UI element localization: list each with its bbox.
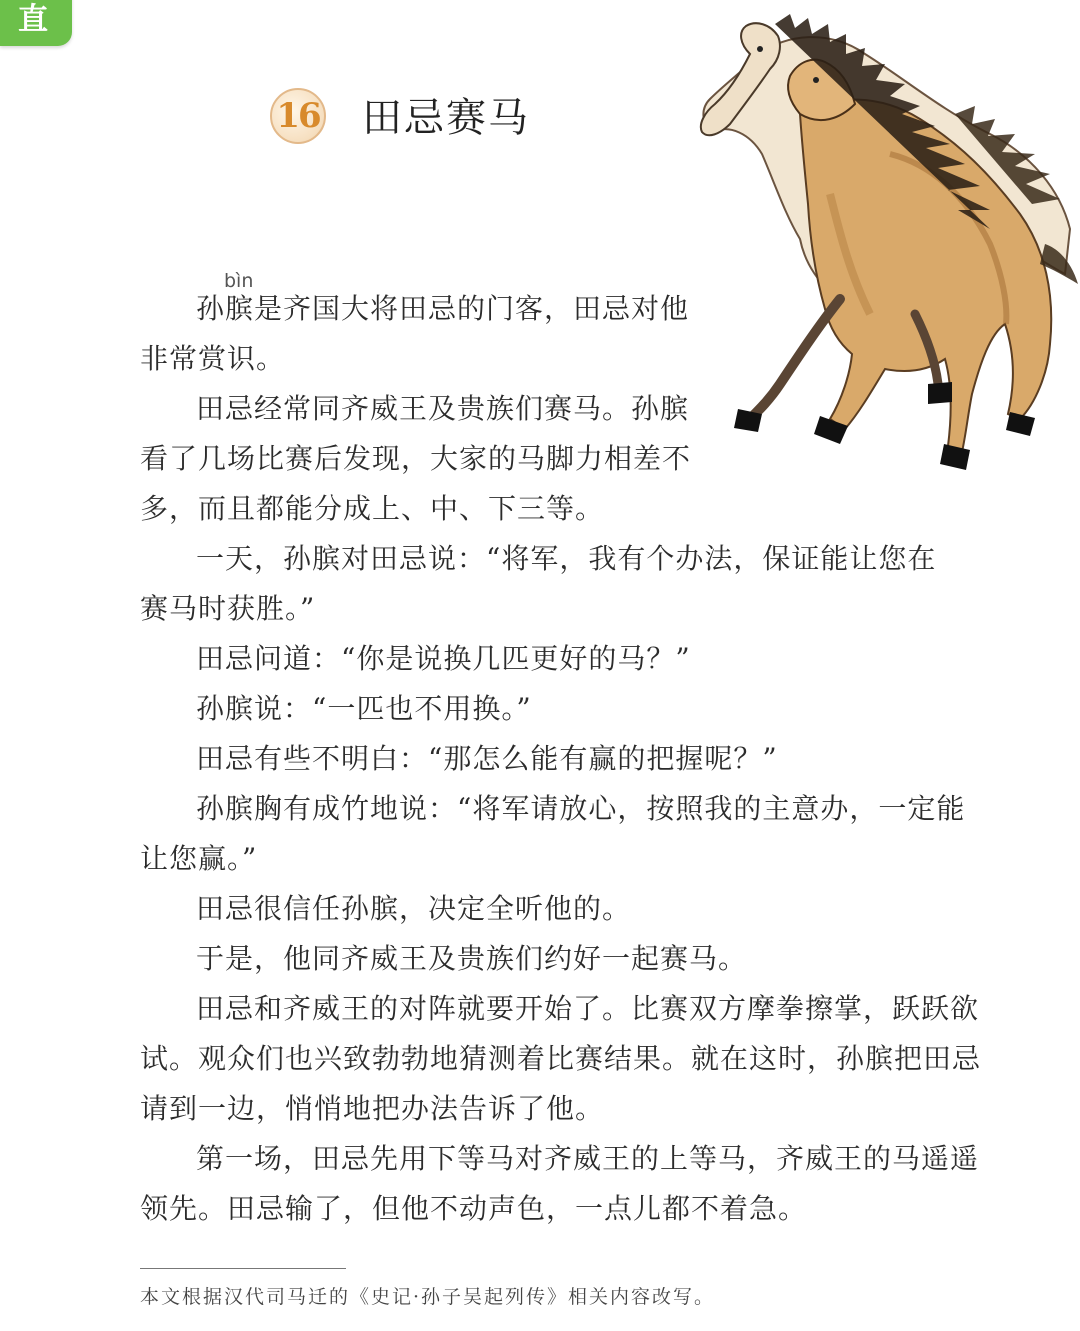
paragraph-11	[140, 1134, 979, 1234]
text-line: 第一场，田忌先用下等马对齐威王的上等马，齐威王的马遥遥	[196, 1142, 980, 1175]
corner-tab-label: 直	[18, 2, 48, 37]
footnote-divider	[140, 1268, 346, 1269]
text-line: 让您赢。”	[140, 842, 258, 875]
lesson-title: 田忌赛马	[362, 95, 530, 141]
text-line: 请到一边，悄悄地把办法告诉了他。	[140, 1092, 605, 1125]
text-line: 孙膑胸有成竹地说：“将军请放心，按照我的主意办，一定能	[196, 792, 966, 825]
text-line: 田忌和齐威王的对阵就要开始了。比赛双方摩拳擦掌，跃跃欲	[196, 992, 980, 1025]
paragraph-2	[140, 384, 691, 534]
text-line: 多，而且都能分成上、中、下三等。	[140, 492, 605, 525]
text-line: 试。观众们也兴致勃勃地猜测着比赛结果。就在这时，孙膑把田忌	[140, 1042, 982, 1075]
paragraph-8	[140, 884, 631, 934]
corner-tab[interactable]	[0, 0, 72, 46]
paragraph-4	[140, 634, 691, 684]
text-line: 孙膑说：“一匹也不用换。”	[196, 692, 532, 725]
paragraph-3	[140, 534, 936, 634]
paragraph-9	[140, 934, 747, 984]
pinyin-annotation: bìn	[224, 270, 254, 292]
text-line: 田忌问道：“你是说换几匹更好的马？”	[196, 642, 691, 675]
galloping-horses-illustration	[690, 14, 1080, 474]
text-line: 田忌有些不明白：“那怎么能有赢的把握呢？”	[196, 742, 778, 775]
text-line: 一天，孙膑对田忌说：“将军，我有个办法，保证能让您在	[196, 542, 937, 575]
text-line: 非常赏识。	[140, 342, 286, 375]
text-line: 田忌很信任孙膑，决定全听他的。	[196, 892, 632, 925]
paragraph-10	[140, 984, 981, 1134]
text-line: 田忌经常同齐威王及贵族们赛马。孙膑	[196, 392, 690, 425]
lesson-number: 16	[276, 96, 320, 136]
paragraph-1	[140, 284, 689, 384]
text-line: 孙膑是齐国大将田忌的门客，田忌对他	[196, 292, 690, 325]
footnote: 本文根据汉代司马迁的《史记·孙子吴起列传》相关内容改写。	[140, 1286, 716, 1308]
paragraph-6	[140, 734, 778, 784]
paragraph-5	[140, 684, 532, 734]
lesson-number-badge	[270, 88, 326, 144]
text-line: 赛马时获胜。”	[140, 592, 316, 625]
paragraph-7	[140, 784, 965, 884]
text-line: 看了几场比赛后发现，大家的马脚力相差不	[140, 442, 692, 475]
text-line: 于是，他同齐威王及贵族们约好一起赛马。	[196, 942, 748, 975]
text-line: 领先。田忌输了，但他不动声色，一点儿都不着急。	[140, 1192, 808, 1225]
